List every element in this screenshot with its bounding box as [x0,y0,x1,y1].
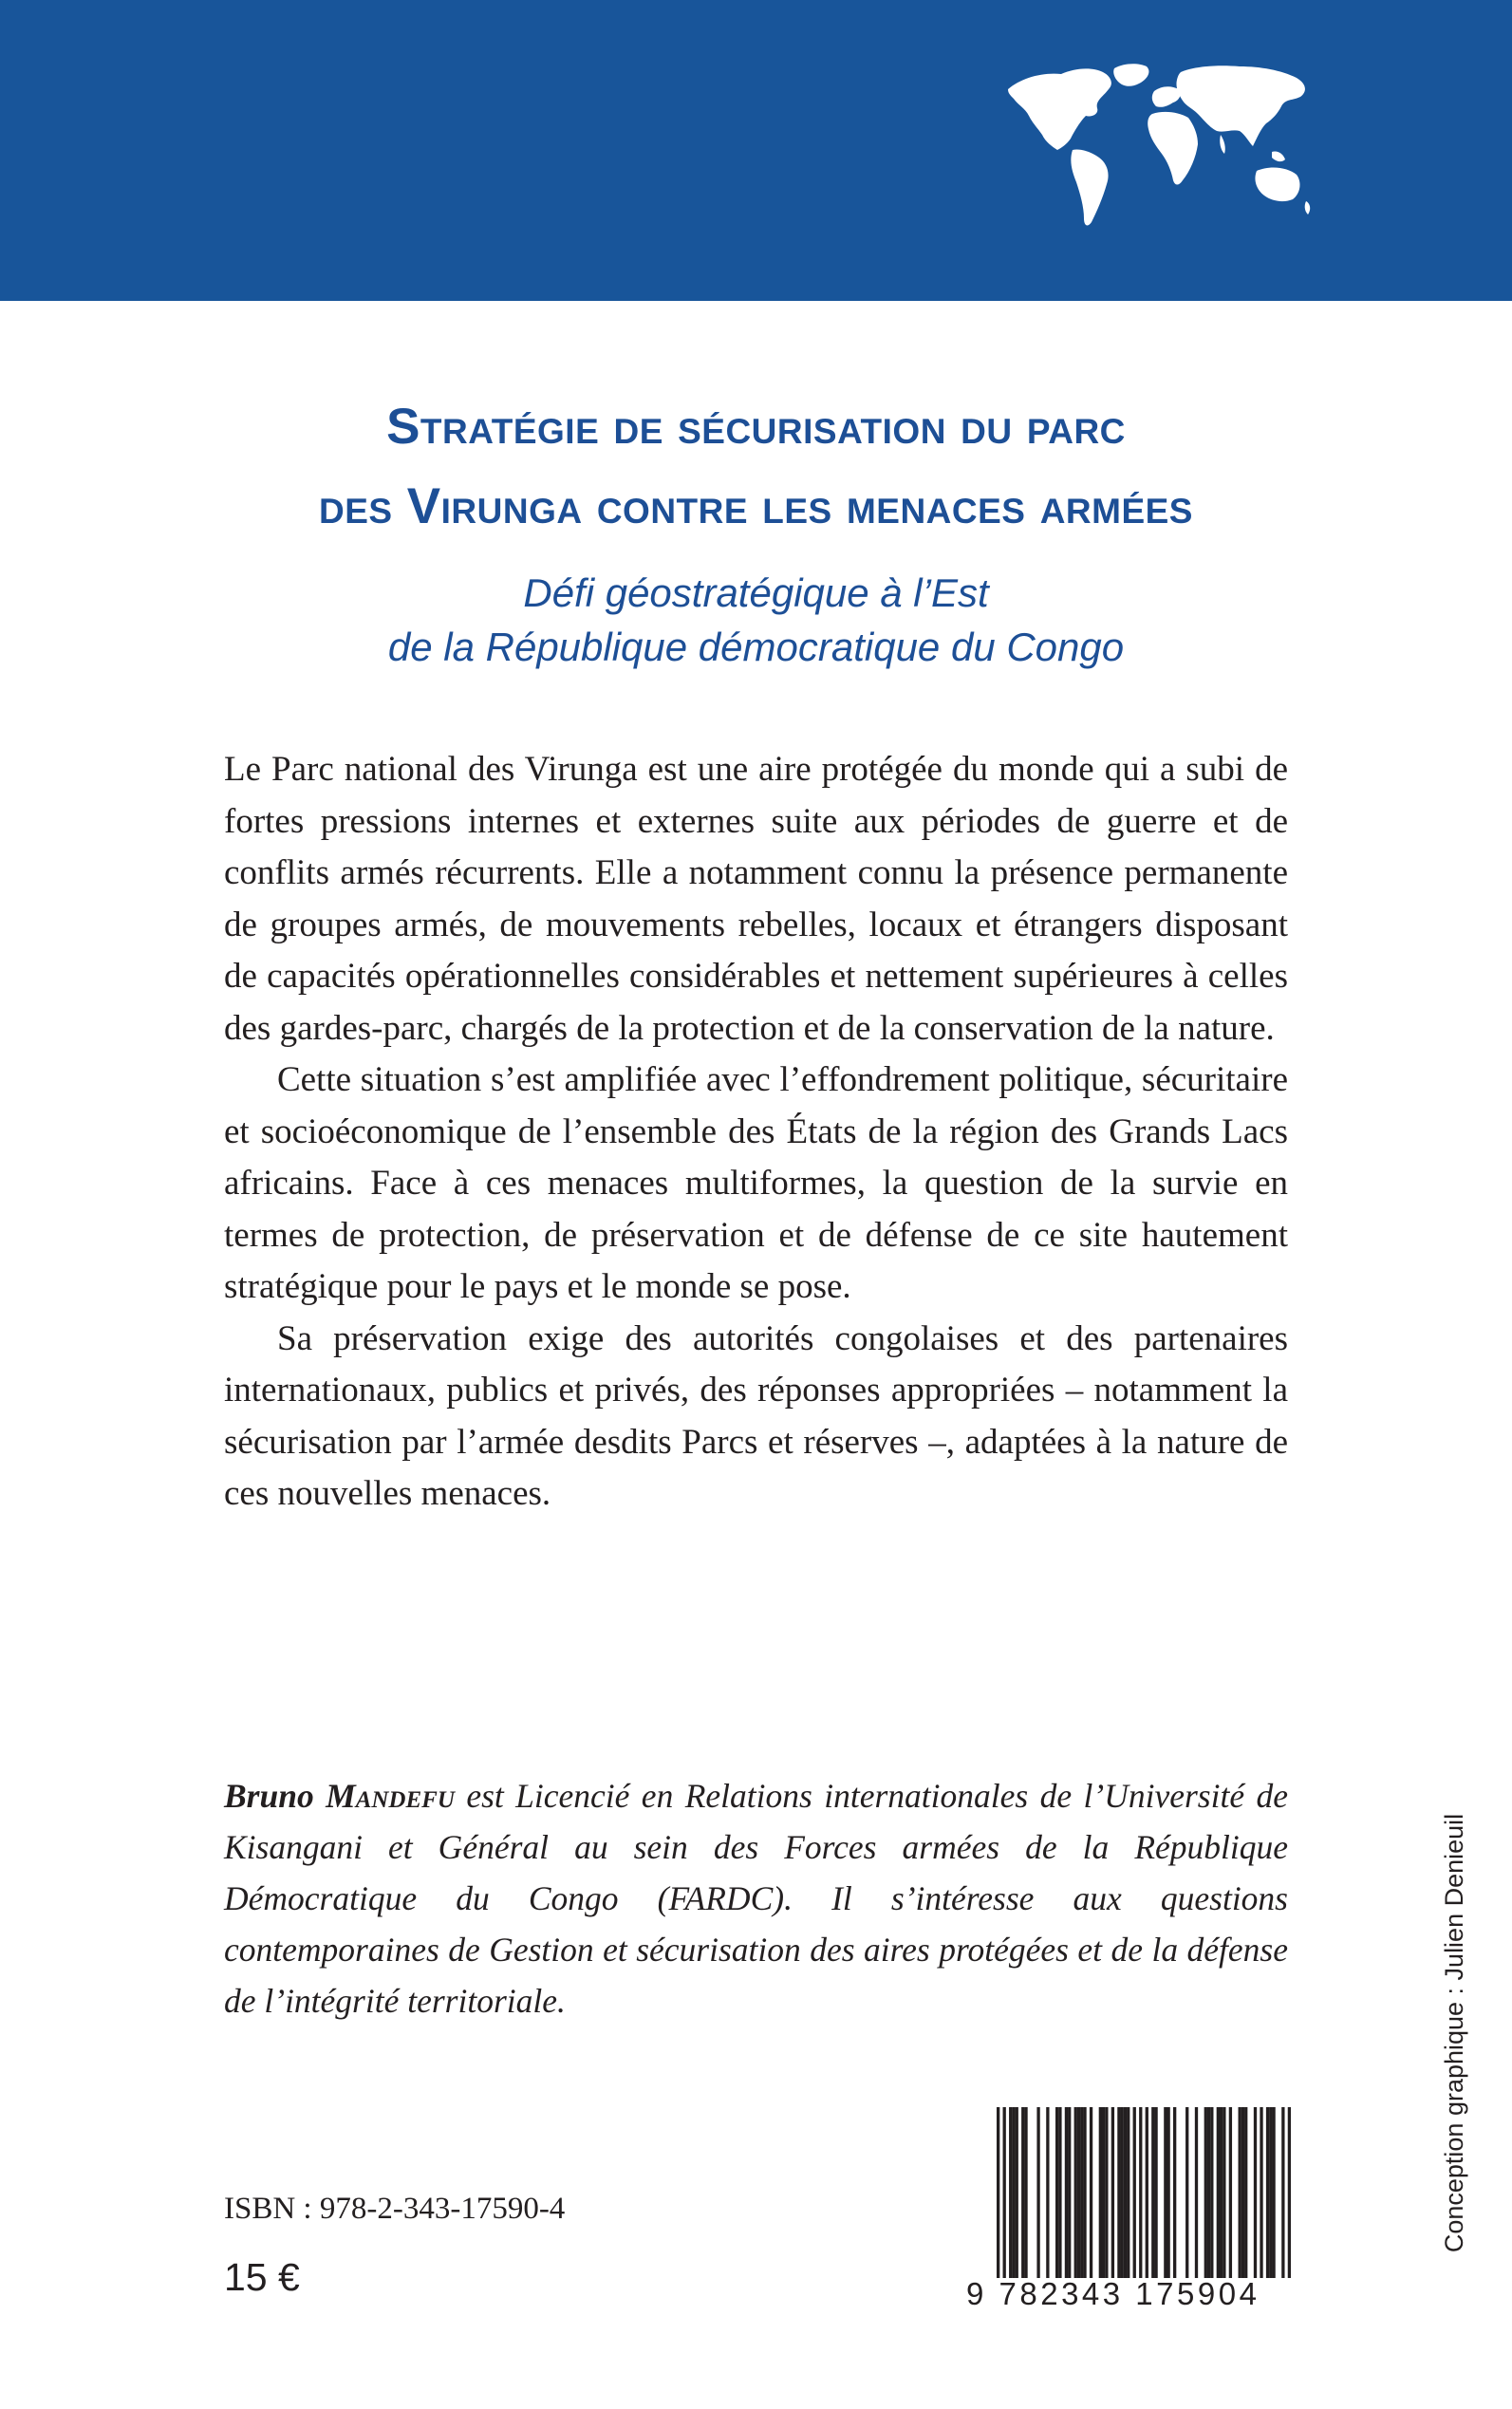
barcode-bar [1099,2107,1102,2278]
description [224,744,1288,1521]
barcode [997,2107,1291,2278]
barcode-bar [1229,2107,1232,2278]
barcode-bar [1080,2107,1083,2278]
barcode-bar [1151,2107,1154,2278]
title-line-1: Stratégie de sécurisation du parc [386,399,1126,455]
subtitle-line-2: de la République démocratique du Congo [387,625,1125,669]
header-band [0,0,1512,301]
barcode-bar [1117,2107,1120,2278]
barcode-bar [1260,2107,1262,2278]
barcode-bar [1210,2107,1213,2278]
barcode-bar [1220,2107,1223,2278]
barcode-bar [1046,2107,1049,2278]
barcode-bar [1009,2107,1012,2278]
isbn: ISBN : 978-2-343-17590-4 [224,2192,566,2226]
author-first-name: Bruno [224,1777,327,1815]
subtitle-line-1: Défi géostratégique à l’Est [523,570,989,615]
barcode-bar [1068,2107,1071,2278]
barcode-bar [1090,2107,1092,2278]
barcode-bar [1195,2107,1198,2278]
barcode-bar [1083,2107,1086,2278]
barcode-bar [1167,2107,1169,2278]
barcode-bar [1055,2107,1058,2278]
barcode-bar [1217,2107,1220,2278]
barcode-bar [1065,2107,1068,2278]
barcode-bar [1021,2107,1024,2278]
barcode-bar [1266,2107,1269,2278]
barcode-bar [1173,2107,1176,2278]
barcode-bar [1058,2107,1061,2278]
description-paragraph: Le Parc national des Virunga est une aire protégée du monde qui a subi de fortes pressions internes et externes suite aux périodes de guerre et de conflits armés récurrents. Elle a notamment connu la présence permanente de groupes armés, de mouvements rebelles, locaux et étrangers disposant de capacités opérationnelles considérables et nettement supérieures à celles des gardes-parc, chargés de la protection et de la conservation de la nature. [224,750,1288,1048]
barcode-bar [1254,2107,1257,2278]
barcode-bar [1288,2107,1291,2278]
barcode-bar [1074,2107,1077,2278]
barcode-bar [1003,2107,1006,2278]
book-subtitle [171,566,1341,674]
barcode-bar [1164,2107,1167,2278]
barcode-bar [1102,2107,1105,2278]
barcode-bar [1207,2107,1210,2278]
barcode-bar [1146,2107,1148,2278]
author-last-name: Mandefu [326,1777,455,1815]
barcode-bar [1111,2107,1114,2278]
barcode-digits: 9 782343 175904 [966,2276,1260,2311]
barcode-bar [1185,2107,1188,2278]
description-paragraph: Cette situation s’est amplifiée avec l’effondrement politique, sécuritaire et socioéconomique de l’ensemble des États de la région des Grands Lacs africains. Face à ces menaces multiformes, la question de la survie en termes de protection, de préservation et de défense de ce site hautement stratégique pour le pays et le monde se pose. [224,1060,1288,1306]
barcode-bar [997,2107,999,2278]
barcode-bar [1272,2107,1275,2278]
design-credit: Conception graphique : Julien Denieuil [1440,1813,1468,2253]
barcode-bar [1012,2107,1015,2278]
author-bio [224,1770,1288,2026]
world-map-icon [1004,59,1317,234]
book-title [171,387,1341,547]
barcode-bar [1244,2107,1247,2278]
barcode-bar [1124,2107,1127,2278]
barcode-bar [1269,2107,1272,2278]
price: 15 € [224,2255,300,2299]
barcode-bar [1133,2107,1136,2278]
barcode-bar [1036,2107,1039,2278]
barcode-bar [1024,2107,1027,2278]
barcode-bar [1204,2107,1207,2278]
barcode-bar [1223,2107,1225,2278]
barcode-bar [1139,2107,1142,2278]
barcode-bar [1127,2107,1129,2278]
barcode-bar [1241,2107,1244,2278]
barcode-bar [1281,2107,1284,2278]
barcode-bar [1105,2107,1108,2278]
barcode-bar [1154,2107,1157,2278]
description-paragraph: Sa préservation exige des autorités congolaises et des partenaires internationaux, publics et privés, des réponses appropriées – notamment la sécurisation par l’armée desdits Parcs et réserves –, adaptées à la nature de ces nouvelles menaces. [224,1318,1288,1513]
barcode-bar [1239,2107,1241,2278]
author-bio-text: est Licencié en Relations internationales de l’Université de Kisangani et Général au sein des Forces armées de la République Démocratique du Congo (FARDC). Il s’intéresse aux questions contemporaines de Gestion et sécurisation des aires protégées et de la défense de l’intégrité territoriale. [224,1777,1288,2020]
barcode-bar [1121,2107,1124,2278]
barcode-bar [1077,2107,1080,2278]
barcode-bar [1016,2107,1018,2278]
title-line-2: des Virunga contre les menaces armées [319,478,1193,534]
